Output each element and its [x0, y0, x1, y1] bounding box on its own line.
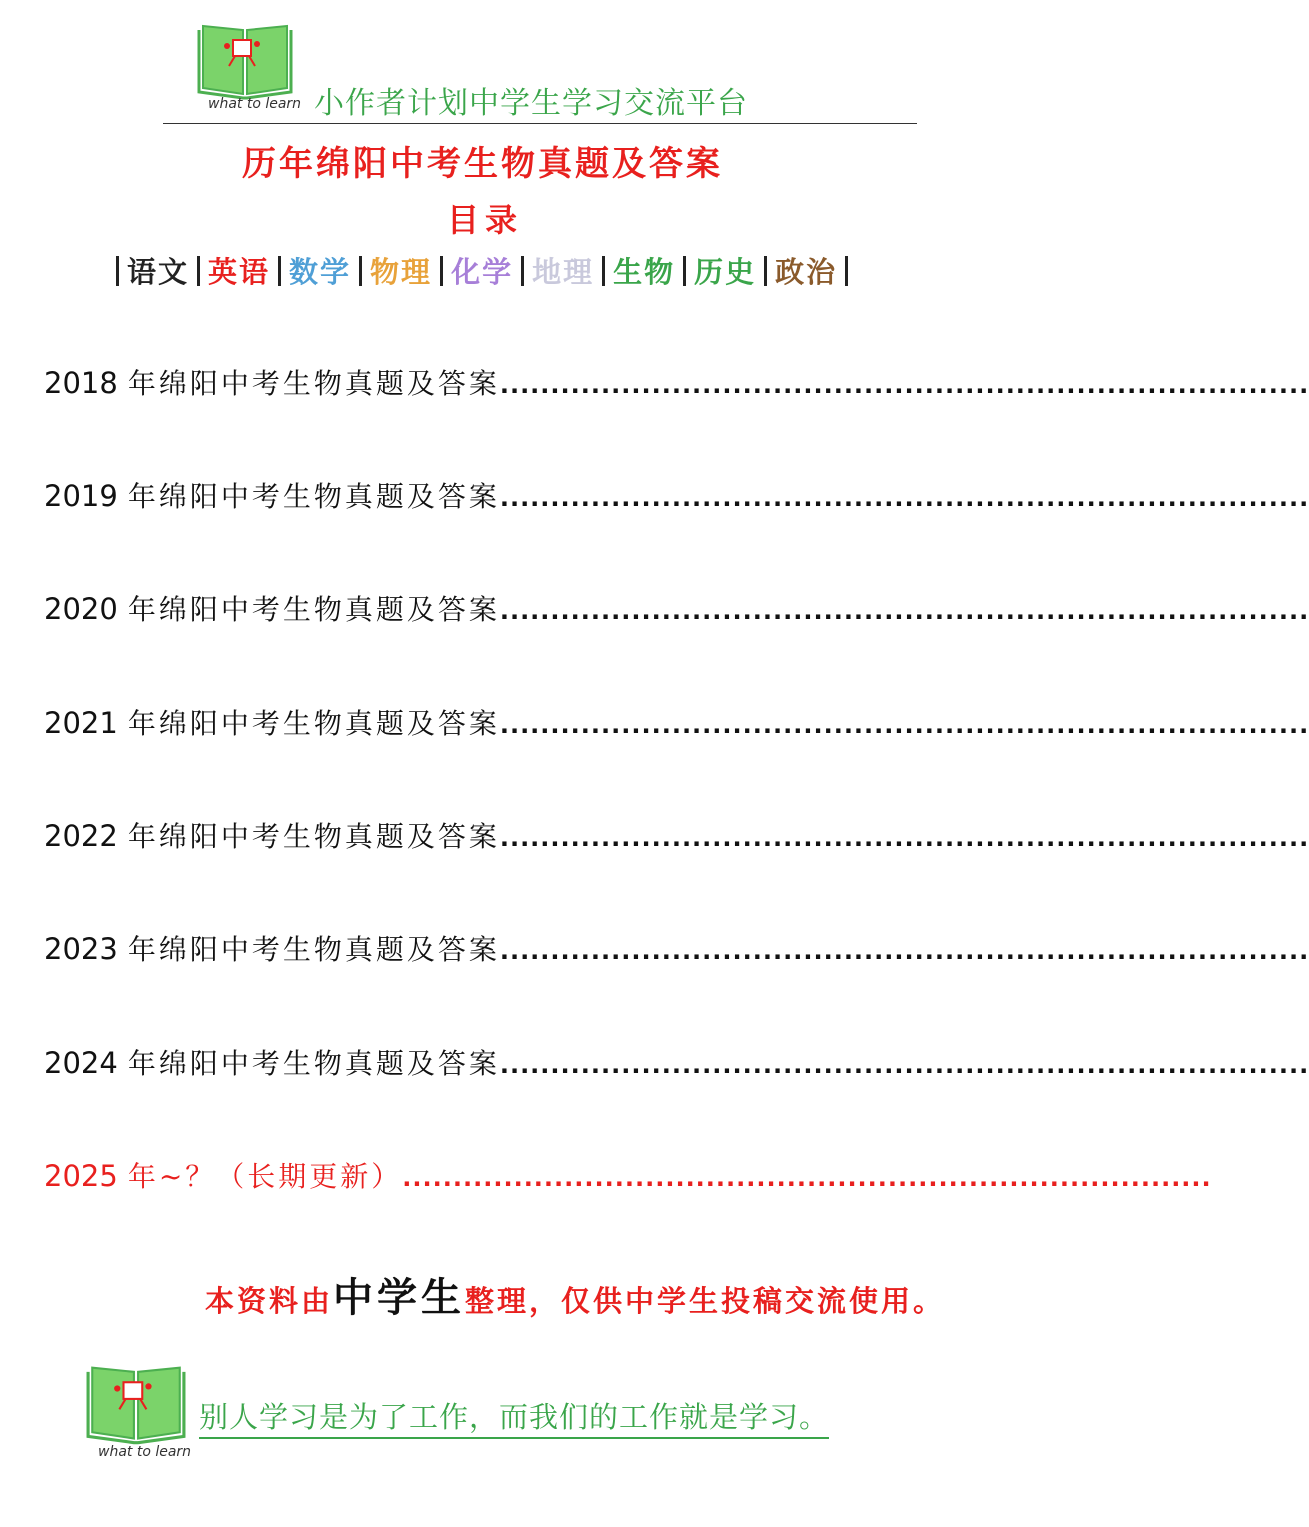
- usage-note: [205, 1266, 945, 1323]
- toc-entry-2023[interactable]: [44, 928, 1309, 974]
- toc-year: 2019: [44, 479, 118, 513]
- logo-caption: what to learn: [98, 1444, 192, 1460]
- toc-leader-dots: ................................................................................: [499, 484, 1309, 512]
- usage-note-prefix: 本资料由: [205, 1284, 334, 1318]
- subject-link-politics[interactable]: 政治: [775, 255, 838, 289]
- subject-nav: [108, 250, 856, 291]
- toc-leader-dots: ................................................................................: [499, 824, 1309, 852]
- nav-separator: [116, 256, 119, 286]
- toc-leader-dots: ................................................................................: [499, 371, 1309, 399]
- toc-leader-dots: ................................................................................: [402, 1164, 1212, 1192]
- subject-link-geography[interactable]: 地理: [532, 255, 595, 289]
- nav-separator: [197, 256, 200, 286]
- nav-separator: [764, 256, 767, 286]
- toc-year: 2020: [44, 592, 118, 626]
- subject-link-math[interactable]: 数学: [289, 255, 352, 289]
- toc-year: 2022: [44, 819, 118, 853]
- toc-label: 年绵阳中考生物真题及答案: [127, 933, 500, 966]
- toc-year: 2024: [44, 1046, 118, 1080]
- slogan-link[interactable]: 别人学习是为了工作，而我们的工作就是学习。: [199, 1395, 829, 1439]
- toc-entry-2020[interactable]: [44, 588, 1309, 634]
- subject-link-physics[interactable]: 物理: [370, 255, 433, 289]
- toc-label: 年绵阳中考生物真题及答案: [127, 480, 500, 513]
- platform-name: 小作者计划中学生学习交流平台: [314, 86, 748, 121]
- nav-separator: [440, 256, 443, 286]
- toc-leader-dots: ................................................................................: [499, 597, 1309, 625]
- subject-link-english[interactable]: 英语: [208, 255, 271, 289]
- toc-label: 年绵阳中考生物真题及答案: [127, 820, 500, 853]
- toc-entry-2021[interactable]: [44, 702, 1309, 748]
- toc-year: 2018: [44, 366, 118, 400]
- nav-separator: [683, 256, 686, 286]
- usage-note-emphasis: 中学生: [333, 1274, 466, 1321]
- nav-separator: [602, 256, 605, 286]
- subject-link-history[interactable]: 历史: [694, 255, 757, 289]
- header-divider: [163, 123, 917, 124]
- toc-year: 2025: [44, 1159, 118, 1193]
- nav-separator: [278, 256, 281, 286]
- book-logo-icon: [197, 16, 293, 100]
- toc-leader-dots: ................................................................................: [499, 937, 1309, 965]
- toc-leader-dots: ................................................................................: [499, 1051, 1309, 1079]
- nav-separator: [521, 256, 524, 286]
- toc-leader-dots: ................................................................................: [499, 711, 1309, 739]
- toc-entry-2024[interactable]: [44, 1042, 1309, 1088]
- toc-label: 年绵阳中考生物真题及答案: [127, 1047, 500, 1080]
- nav-separator: [845, 256, 848, 286]
- toc-entry-2018[interactable]: [44, 362, 1309, 408]
- toc-entry-2025-ongoing[interactable]: [44, 1155, 1212, 1201]
- toc-entry-2022[interactable]: [44, 815, 1309, 861]
- document-title: 历年绵阳中考生物真题及答案: [242, 144, 723, 184]
- toc-entry-2019[interactable]: [44, 475, 1309, 521]
- subject-link-chemistry[interactable]: 化学: [451, 255, 514, 289]
- toc-label: 年绵阳中考生物真题及答案: [127, 593, 500, 626]
- toc-label: 年绵阳中考生物真题及答案: [127, 367, 500, 400]
- toc-label: 年~？（长期更新）: [127, 1160, 403, 1193]
- nav-separator: [359, 256, 362, 286]
- logo-caption: what to learn: [208, 96, 302, 112]
- book-logo-icon: [86, 1356, 186, 1446]
- subject-link-biology[interactable]: 生物: [613, 255, 676, 289]
- document-subtitle: 目录: [446, 201, 523, 239]
- toc-label: 年绵阳中考生物真题及答案: [127, 707, 500, 740]
- toc-year: 2023: [44, 932, 118, 966]
- usage-note-suffix: 整理，仅供中学生投稿交流使用。: [465, 1284, 946, 1318]
- subject-link-chinese[interactable]: 语文: [127, 255, 190, 289]
- toc-year: 2021: [44, 706, 118, 740]
